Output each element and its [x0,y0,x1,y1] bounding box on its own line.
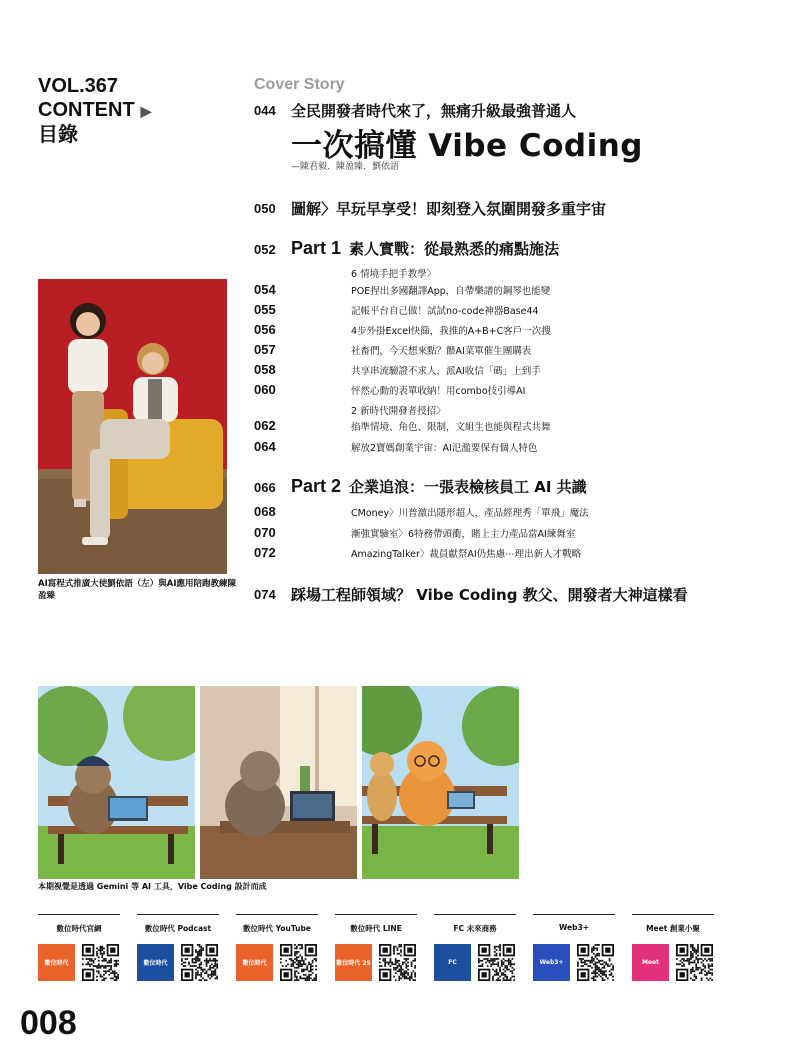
cover-people-photo [38,279,227,574]
toc-item[interactable]: 共享串流驗證不求人，派AI收信「碼」上到手 [351,366,541,377]
toc-item[interactable]: CMoney〉川普激出隱形超人，產品經理秀「單飛」魔法 [351,508,589,519]
page-ref: 074 [254,587,276,602]
cat-park-illustration [38,686,195,879]
brand-logo-icon [533,944,570,981]
footer-link-label: 數位時代 Podcast [144,924,212,933]
footer-link-label: Web3+ [559,923,589,932]
page-ref: 070 [254,525,276,540]
toc-item[interactable]: 怦然心動的表單收納！用combo技引導AI [351,386,526,397]
photo-caption: AI寫程式推廣大使劉依語（左）與AI應用陪跑教練陳盈臻 [38,579,236,601]
qr-code-icon[interactable] [379,944,416,981]
brand-logo-icon [38,944,75,981]
brand-logo-text: Meet [642,959,659,966]
qr-code-icon[interactable] [676,944,713,981]
page-ref: 064 [254,439,276,454]
page-number: 008 [20,1004,77,1042]
page-ref: 044 [254,103,276,118]
footer-link-label: 數位時代 LINE [350,924,402,933]
toc-item[interactable]: 漸強實驗室〉6特務帶頭衝，賭上主力產品當AI練舞室 [351,529,576,540]
authors: —陳君毅．陳盈臻．劉依語 [291,162,400,172]
footer-rule [434,914,516,915]
content-heading-cn: 目錄 [38,124,78,146]
page-ref: 058 [254,362,276,377]
footer-link[interactable] [236,914,318,967]
toc-item[interactable]: AmazingTalker〉裁員獻祭AI仍焦慮⋯理出新人才戰略 [351,549,582,560]
page-ref: 060 [254,382,276,397]
part-number: Part 2 [291,476,342,496]
brand-logo-text: Web3+ [539,959,564,966]
footer-rule [533,914,615,915]
page-ref: 068 [254,504,276,519]
cat-desk-image [200,686,357,879]
brand-logo-icon [236,944,273,981]
cat-dog-illustration [362,686,519,879]
page-ref: 062 [254,418,276,433]
toc-item[interactable]: 解放2寶媽創業宇宙：AI氾濫要保有個人特色 [351,443,538,454]
qr-code-icon[interactable] [577,944,614,981]
page-ref: 057 [254,342,276,357]
visual-caption: 本期視覺是透過 Gemini 等 AI 工具，Vibe Coding 設計而成 [38,882,267,891]
page-ref: 056 [254,322,276,337]
toc-entry-part2[interactable] [291,476,587,497]
volume-number: VOL.367 [38,75,119,97]
brand-logo-text: 數位時代 25 [336,960,371,967]
footer-link[interactable] [38,914,120,967]
page-ref: 055 [254,302,276,317]
footer-link[interactable] [533,914,615,966]
part-number: Part 1 [291,238,342,258]
page-ref: 050 [254,201,276,216]
footer-link-label: FC 未來商務 [453,924,497,933]
cover-story-label: Cover Story [254,76,345,93]
part-title: 素人實戰：從最熟悉的痛點施法 [349,240,560,258]
brand-logo-icon [632,944,669,981]
footer-rule [632,914,714,915]
footer-rule [335,914,417,915]
toc-item[interactable]: POE捏出多國翻譯App，自帶樂譜的鋼琴也能變 [351,286,551,297]
group-label: 2 新時代開發者授招〉 [351,406,446,417]
brand-logo-icon [137,944,174,981]
brand-logo-text: 數位時代 [44,960,69,967]
qr-code-icon[interactable] [478,944,515,981]
page-ref: 072 [254,545,276,560]
footer-link-label: Meet 創業小聚 [646,924,700,933]
toc-item[interactable]: 掐準情境、角色、限制，文組生也能與程式共舞 [351,422,551,433]
cat-dog-image [362,686,519,879]
brand-logo-text: FC [448,959,457,966]
toc-item[interactable]: 記帳平台自己做！試試no-code神器Base44 [351,306,539,317]
footer-link[interactable] [335,914,417,967]
toc-entry-infographic[interactable]: 圖解〉早玩早享受！即刻登入氛圍開發多重宇宙 [291,200,607,218]
footer-link[interactable] [632,914,714,966]
cover-lead[interactable]: 全民開發者時代來了，無痛升級最強普通人 [291,102,577,120]
cat-desk-illustration [200,686,357,879]
content-heading: CONTENT ▶ [38,99,152,121]
footer-rule [38,914,120,915]
brand-logo-icon [335,944,372,981]
footer-link-label: 數位時代官網 [56,924,102,933]
cover-title[interactable]: 一次搞懂 Vibe Coding [291,128,643,164]
footer-link[interactable] [137,914,219,967]
qr-code-icon[interactable] [181,944,218,981]
brand-logo-text: 數位時代 [242,960,267,967]
page-ref: 054 [254,282,276,297]
footer-rule [137,914,219,915]
group-label: 6 情境手把手教學〉 [351,269,437,280]
page-ref: 052 [254,242,276,257]
qr-code-icon[interactable] [280,944,317,981]
volume-header [38,74,151,147]
brand-logo-icon [434,944,471,981]
toc-item[interactable]: 4步外掛Excel快篩，我推的A+B+C客戶一次搜 [351,326,551,337]
brand-logo-text: 數位時代 [143,960,168,967]
page-ref: 066 [254,480,276,495]
footer-rule [236,914,318,915]
qr-code-icon[interactable] [82,944,119,981]
arrow-right-icon: ▶ [140,103,152,119]
footer-link-label: 數位時代 YouTube [243,924,311,933]
toc-entry-part1[interactable] [291,238,559,259]
toc-item[interactable]: 社畜們，今天想來點？餵AI菜單催生團購表 [351,346,532,357]
cat-bench-image [38,686,195,879]
footer-link[interactable] [434,914,516,966]
part-title: 企業追浪：一張表檢核員工 AI 共識 [349,478,587,496]
toc-entry-interview[interactable]: 踩場工程師領域？ Vibe Coding 教父、開發者大神這樣看 [291,586,688,604]
people-illustration [38,279,227,574]
